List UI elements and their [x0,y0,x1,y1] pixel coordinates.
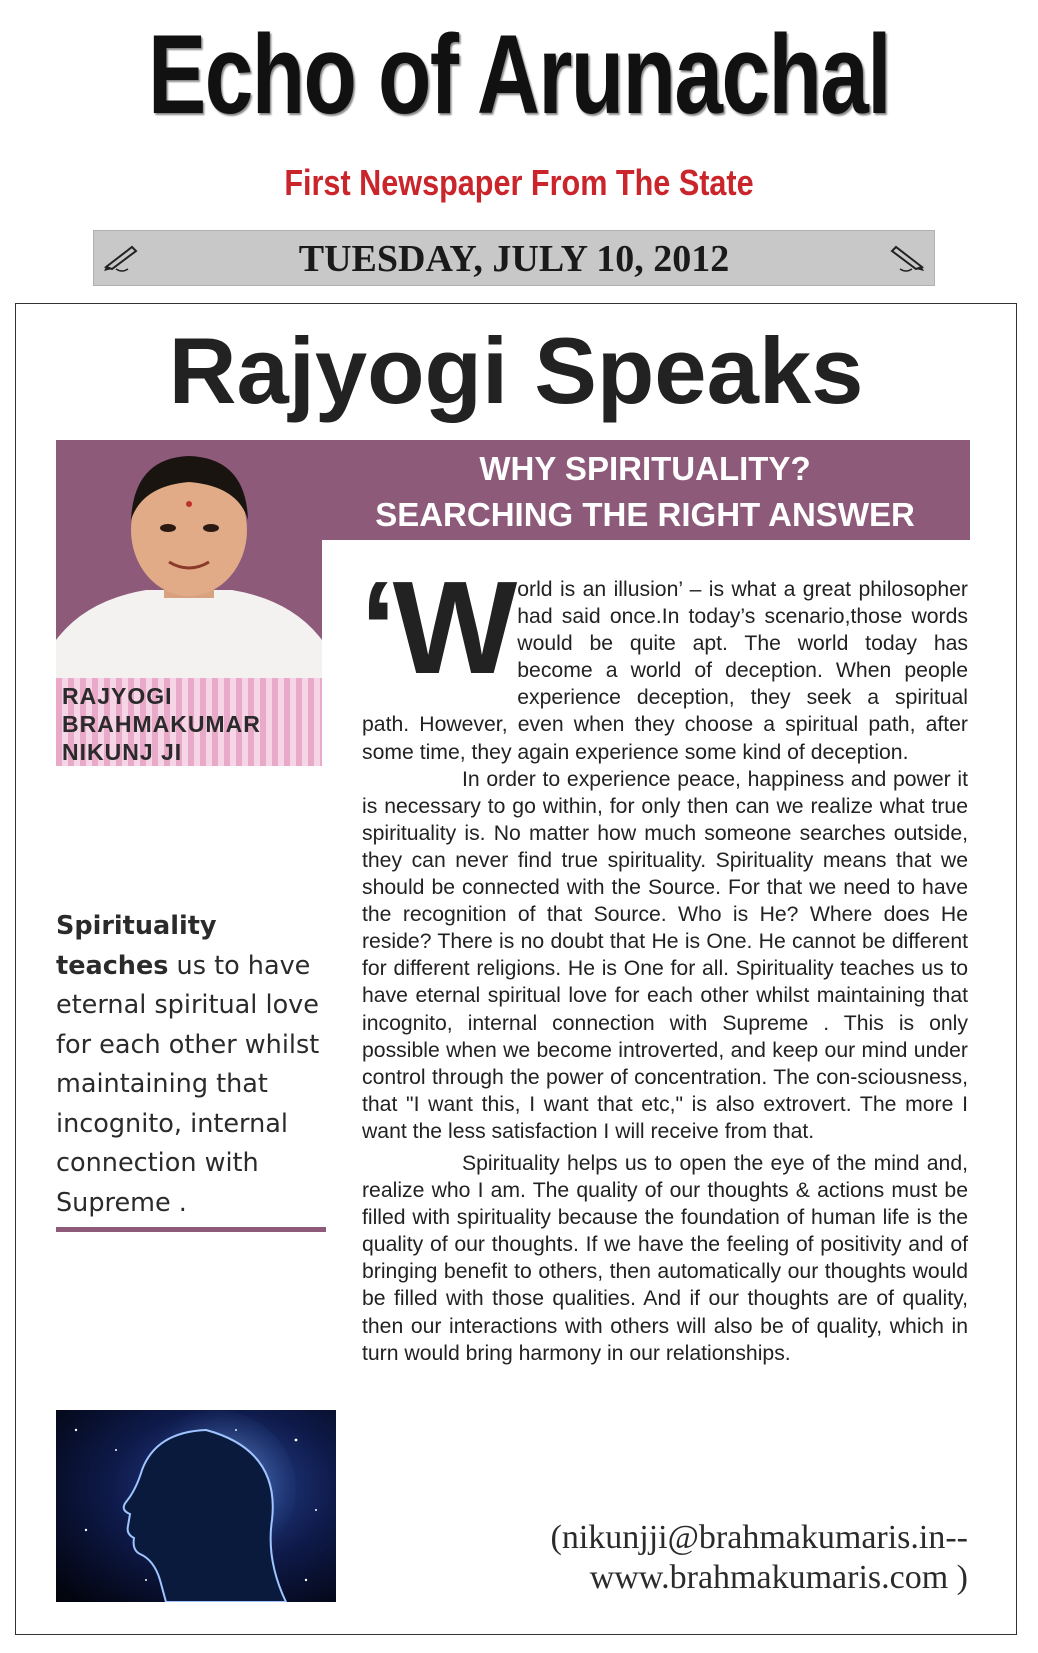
article-body [360,554,968,1367]
article-paragraph-1: orld is an illusion’ – is what a great philosopher had said once.In today’s scenario,those words would be quite apt. The world today has become a world of deception. When people experience deception, they seek a spiritual path. However, even when they choose a spiritual path, after some time, they again experience some kind of deception. [362,578,968,764]
quill-pen-icon [886,239,926,275]
article-paragraph-2: In order to experience peace, happiness and power it is necessary to go within, for only then can we realize what true spirituality is. No matter how much someone searches outside, they can never find true spirituality. Spirituality means that we should be connected with the Source. For that we need to have the recognition of that Source. Who is He? Where does He reside? There is no doubt that He is One. He cannot be different for different religions. He is One for all. Spirituality teaches us to have eternal spiritual love for each other whilst maintaining that incognito, internal connection with Supreme . This is only possible when we become introverted, and keep our mind under control through the power of concentration. The con-sciousness, that "I want this, I want that etc," is also extrovert. The more I want the less satisfaction I will receive from that. [362,767,968,1143]
issue-date: TUESDAY, JULY 10, 2012 [298,238,730,280]
pull-quote-text: us to have eternal spiritual love for each other whilst maintaining that incognito, internal connection with Supreme . [56,950,320,1218]
section-title: Rajyogi Speaks [168,318,864,423]
author-name [62,682,322,766]
headline-line-2: SEARCHING THE RIGHT ANSWER [375,496,915,533]
cosmic-head-illustration [56,1410,336,1602]
author-line-2: BRAHMAKUMAR [62,711,261,737]
pull-quote [56,907,336,1223]
drop-cap: ‘W [360,554,514,701]
headline-line-1: WHY SPIRITUALITY? [479,450,811,487]
date-bar [93,230,935,286]
author-photo [56,440,322,678]
pull-quote-divider [56,1227,326,1232]
pull-quote-lead: Spirituality teaches [56,911,217,981]
author-line-3: NIKUNJ JI [62,739,183,765]
author-line-1: RAJYOGI [62,683,173,709]
author-portrait-illustration [56,440,322,678]
article-headline [330,446,960,538]
contact-email: (nikunjji@brahmakumaris.in-- [550,1519,968,1556]
newspaper-masthead: Echo of Arunachal [147,12,891,137]
newspaper-tagline: First Newspaper From The State [284,162,754,203]
contact-info [380,1518,968,1598]
meditation-space-image [56,1410,336,1602]
article-paragraph-3: Spirituality helps us to open the eye of the mind and, realize who I am. The quality of our thoughts & actions must be filled with spirituality because the foundation of human life is the quality of our thoughts. If we have the feeling of positivity and of bringing benefit to others, then automatically our thoughts would be filled with those qualities. And if our thoughts are of quality, then our interactions with others will also be of quality, which in turn would bring harmony in our relationships. [362,1151,968,1365]
contact-website: www.brahmakumaris.com ) [589,1559,968,1596]
